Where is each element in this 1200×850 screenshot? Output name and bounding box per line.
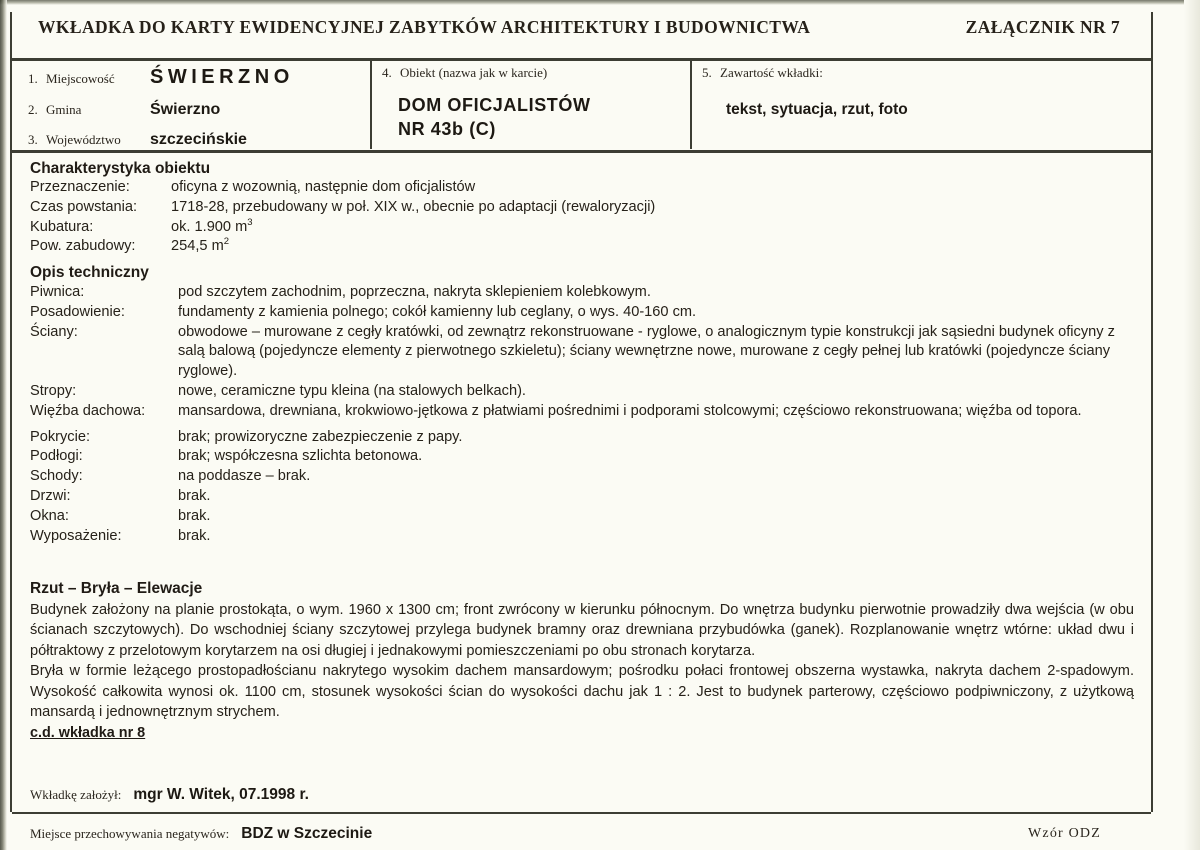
key-posadowienie: Posadowienie: xyxy=(30,303,125,320)
info-table xyxy=(12,60,1151,149)
value-okna: brak. xyxy=(178,507,211,524)
list-item xyxy=(30,178,1130,198)
annex-number: ZAŁĄCZNIK NR 7 xyxy=(965,17,1120,37)
key-kubatura: Kubatura: xyxy=(30,218,94,235)
value-zawartosc: tekst, sytuacja, rzut, foto xyxy=(726,101,908,118)
value-pokrycie: brak; prowizoryczne zabezpieczenie z papy. xyxy=(178,428,463,445)
list-item xyxy=(30,218,1130,238)
label-miejsce-negatywow: Miejsce przechowywania negatywów: xyxy=(30,826,230,841)
key-stropy: Stropy: xyxy=(30,382,77,399)
contents-header-row xyxy=(702,65,1132,81)
row-number-4: 4. xyxy=(382,65,392,80)
info-cell-object xyxy=(382,60,682,149)
key-przeznaczenie: Przeznaczenie: xyxy=(30,179,130,195)
list-item xyxy=(30,467,1140,487)
key-sciany: Ściany: xyxy=(30,323,78,340)
value-piwnica: pod szczytem zachodnim, poprzeczna, nakryta sklepieniem kolebkowym. xyxy=(178,284,651,300)
value-wiezba-dachowa: mansardowa, drewniana, krokwiowo-jętkowa z płatwiami pośrednimi i podporami stolcowymi; częściowo rekonstruowana; więźba od topora. xyxy=(178,402,1082,419)
value-miejscowosc: ŚWIERZNO xyxy=(150,66,294,88)
document-title: WKŁADKA DO KARTY EWIDENCYJNEJ ZABYTKÓW ARCHITEKTURY I BUDOWNICTWA xyxy=(38,17,811,37)
negatives-row xyxy=(30,825,372,843)
list-item xyxy=(30,303,1140,323)
rule-below-info-table xyxy=(12,150,1151,153)
list-item xyxy=(30,283,1140,303)
label-gmina: Gmina xyxy=(46,102,82,117)
info-row-gmina xyxy=(28,101,368,119)
list-item xyxy=(30,447,1140,467)
value-czas-powstania: 1718-28, przebudowany w poł. XIX w., obecnie po adaptacji (rewaloryzacji) xyxy=(171,198,656,215)
object-name xyxy=(398,93,682,142)
section-title-charakterystyka: Charakterystyka obiektu xyxy=(30,160,211,177)
value-gmina: Świerzno xyxy=(150,101,221,118)
rule-above-footer xyxy=(12,812,1151,814)
table-divider-1 xyxy=(370,60,372,149)
row-number-3: 3. xyxy=(28,132,38,147)
value-przeznaczenie: oficyna z wozownią, następnie dom oficjalistów xyxy=(171,179,476,195)
value-miejsce-negatywow: BDZ w Szczecinie xyxy=(241,825,373,842)
table-divider-2 xyxy=(690,60,692,149)
value-pow-zabudowy-text: 254,5 m xyxy=(171,238,224,255)
paragraph-1: Budynek założony na planie prostokąta, o wym. 1960 x 1300 cm; front zwrócony w kierunku północnym. Do wnętrza budynku pierwotnie prowadziły dwa wejścia (w obu ścianach szczytowych). Do wschodniej ściany szczytowej przylega budynek bramny oraz drewniana przybudówka (ganek). Rozplanowanie wnętrz wtórne: układ dwu i półtraktowy z przelotowym korytarzem na osi długiej i jednakowymi pomieszczeniami po obu stronach korytarza. xyxy=(30,602,1134,659)
info-cell-contents xyxy=(702,60,1132,149)
list-item xyxy=(30,507,1140,527)
rzut-bryla-elewacje-body xyxy=(30,600,1134,744)
paragraph-2: Bryła w formie leżącego prostopadłościanu nakrytego wysokim dachem mansardowym; pośrodku połaci frontowej obszerna wystawka, nakryta dachem 2-spadowym. Wysokość całkowita wynosi ok. 1100 cm, stosunek wysokości ścian do wysokości dachu jak 1 : 2. Jest to budynek parterowy, częściowo podpiwniczony, z użytkową mansardą i jednownętrznym strychem. xyxy=(30,663,1134,721)
value-schody: na poddasze – brak. xyxy=(178,468,311,485)
object-header-row xyxy=(382,65,682,81)
key-czas-powstania: Czas powstania: xyxy=(30,198,138,215)
list-item xyxy=(30,402,1140,422)
label-obiekt: Obiekt (nazwa jak w karcie) xyxy=(400,65,548,80)
row-number-2: 2. xyxy=(28,102,38,117)
key-drzwi: Drzwi: xyxy=(30,487,71,504)
value-kubatura-text: ok. 1.900 m xyxy=(171,218,248,235)
key-pow-zabudowy: Pow. zabudowy: xyxy=(30,238,136,255)
document-header xyxy=(38,17,1138,38)
continuation-link[interactable]: c.d. wkładka nr 8 xyxy=(30,725,146,742)
section-title-rzut-bryla-elewacje: Rzut – Bryła – Elewacje xyxy=(30,580,203,597)
list-item xyxy=(30,428,1140,448)
value-wyposazenie: brak. xyxy=(178,527,211,544)
value-kubatura-exponent: 3 xyxy=(247,216,253,228)
opis-techniczny-list xyxy=(30,283,1140,546)
label-wojewodztwo: Województwo xyxy=(46,132,121,147)
value-pow-zabudowy xyxy=(171,237,1130,257)
form-code: Wzór ODZ xyxy=(1028,826,1101,841)
key-okna: Okna: xyxy=(30,507,69,524)
value-sciany: obwodowe – murowane z cegły kratówki, od zewnątrz rekonstruowane - ryglowe, o analogicznym typie konstrukcji jak sąsiedni budynek oficyny z salą balową (pojedyncze elementy z pierwotnego szkieletu); ściany wewnętrzne nowe, murowane z cegły pełnej lub kratówki (pojedyncze ściany ryglowe). xyxy=(178,323,1115,380)
list-item xyxy=(30,382,1140,402)
charakterystyka-list xyxy=(30,178,1130,257)
label-miejscowosc: Miejscowość xyxy=(46,71,115,86)
info-cell-location xyxy=(28,60,368,149)
value-stropy: nowe, ceramiczne typu kleina (na stalowych belkach). xyxy=(178,382,526,399)
key-pokrycie: Pokrycie: xyxy=(30,428,91,445)
list-item xyxy=(30,323,1140,382)
key-piwnica: Piwnica: xyxy=(30,284,85,300)
value-posadowienie: fundamenty z kamienia polnego; cokół kamienny lub ceglany, o wys. 40-160 cm. xyxy=(178,303,697,320)
list-item xyxy=(30,527,1140,547)
info-row-wojewodztwo xyxy=(28,131,368,149)
row-number-5: 5. xyxy=(702,65,712,80)
info-row-miejscowosc xyxy=(28,66,368,89)
label-wkladke-zalozyl: Wkładkę założył: xyxy=(30,787,122,802)
value-drzwi: brak. xyxy=(178,487,211,504)
value-wkladke-zalozyl: mgr W. Witek, 07.1998 r. xyxy=(133,786,309,803)
founder-row xyxy=(30,786,309,804)
value-wojewodztwo: szczecińskie xyxy=(150,131,247,148)
object-name-line-1: DOM OFICJALISTÓW xyxy=(398,95,591,115)
frame-border-right xyxy=(1151,12,1153,812)
value-podlogi: brak; współczesna szlichta betonowa. xyxy=(178,448,423,465)
list-item xyxy=(30,198,1130,218)
key-wiezba-dachowa: Więźba dachowa: xyxy=(30,402,146,419)
section-title-opis-techniczny: Opis techniczny xyxy=(30,264,149,281)
list-item xyxy=(30,237,1130,257)
value-pow-zabudowy-exponent: 2 xyxy=(223,236,230,248)
list-item xyxy=(30,487,1140,507)
label-zawartosc: Zawartość wkładki: xyxy=(720,65,823,80)
key-schody: Schody: xyxy=(30,468,83,485)
object-name-line-2: NR 43b (C) xyxy=(398,119,497,140)
key-wyposazenie: Wyposażenie: xyxy=(30,527,122,544)
value-kubatura xyxy=(171,218,1130,238)
key-podlogi: Podłogi: xyxy=(30,448,83,465)
row-number-1: 1. xyxy=(28,71,38,86)
